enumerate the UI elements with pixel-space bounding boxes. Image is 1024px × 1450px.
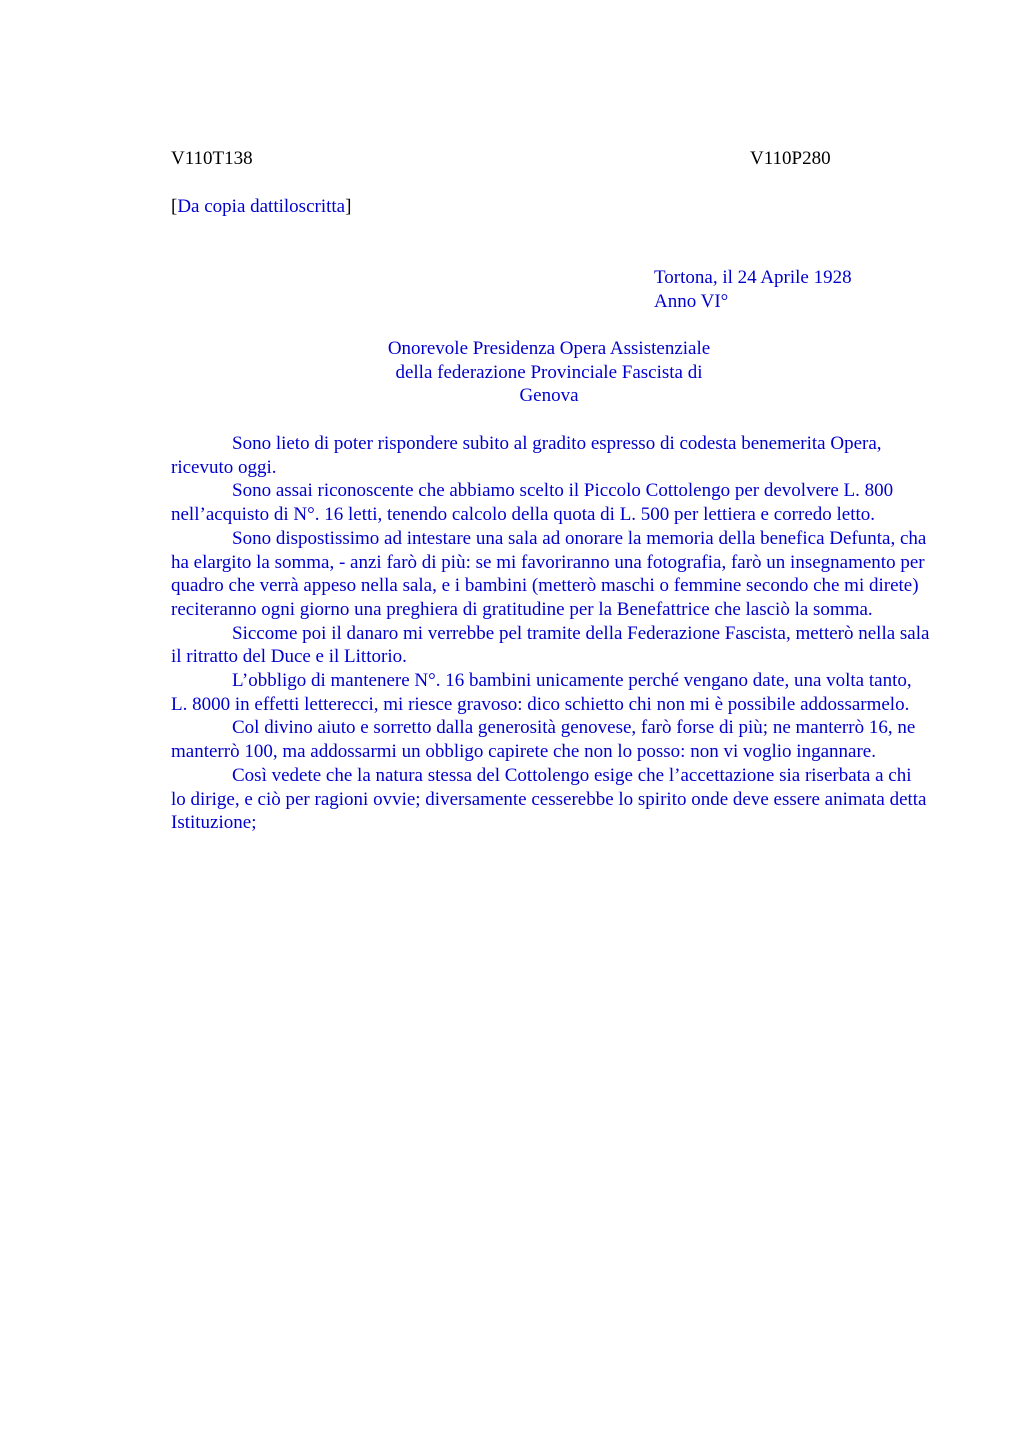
addressee-line-1: Onorevole Presidenza Opera Assistenziale	[387, 338, 711, 359]
body-paragraph-6: Col divino aiuto e sorretto dalla generosità genovese, farò forse di più; ne manterrò 16, ne manterrò 100, ma addossarmi un obbligo capirete che non lo posso: non vi voglio ingannare.	[171, 717, 916, 763]
letter-body	[171, 432, 931, 835]
body-paragraph-5: L’obbligo di mantenere N°. 16 bambini unicamente perché vengano date, una volta tanto, L. 8000 in effetti letterecci, mi riesce gravoso: dico schietto chi non mi è possibile addossarmelo.	[171, 670, 912, 715]
document-reference-left: V110T138	[171, 148, 253, 169]
body-paragraph-7: Così vedete che la natura stessa del Cottolengo esige che l’accettazione sia riserbata a chi lo dirige, e ciò per ragioni ovvie; diversamente cesserebbe lo spirito onde deve essere animata detta Istituzione;	[171, 764, 927, 834]
body-paragraph-1: Sono lieto di poter rispondere subito al gradito espresso di codesta benemerita Opera, ricevuto oggi.	[171, 433, 882, 478]
addressee-block	[300, 337, 798, 408]
body-paragraph-4: Siccome poi il danaro mi verrebbe pel tramite della Federazione Fascista, metterò nella sala il ritratto del Duce e il Littorio.	[171, 622, 930, 668]
addressee-line-3: Genova	[519, 385, 579, 407]
dateline-year: Anno VI°	[654, 290, 729, 312]
addressee-line-2: della federazione Provinciale Fascista di	[395, 361, 703, 383]
body-paragraph-3: Sono dispostissimo ad intestare una sala ad onorare la memoria della benefica Defunta, cha ha elargito la somma, - anzi farò di più: se mi favoriranno una fotografia, farò un insegnamento per quadro che verrà appeso nella sala, e i bambini (metterò maschi o femmine secondo che mi direte) reciteranno ogni giorno una preghiera di gratitudine per la Benefattrice che lasciò la somma.	[171, 527, 927, 620]
document-reference-right: V110P280	[750, 148, 831, 169]
source-note-text: Da copia dattiloscritta	[177, 196, 346, 217]
body-paragraph-2: Sono assai riconoscente che abbiamo scelto il Piccolo Cottolengo per devolvere L. 800 nell’acquisto di N°. 16 letti, tenendo calcolo della quota di L. 500 per lettiera e corredo letto.	[171, 480, 894, 526]
dateline	[654, 266, 852, 313]
source-note	[171, 195, 351, 219]
source-note-open-bracket: [	[171, 196, 178, 217]
source-note-close-bracket: ]	[345, 196, 352, 217]
dateline-place-date: Tortona, il 24 Aprile 1928	[654, 267, 852, 288]
